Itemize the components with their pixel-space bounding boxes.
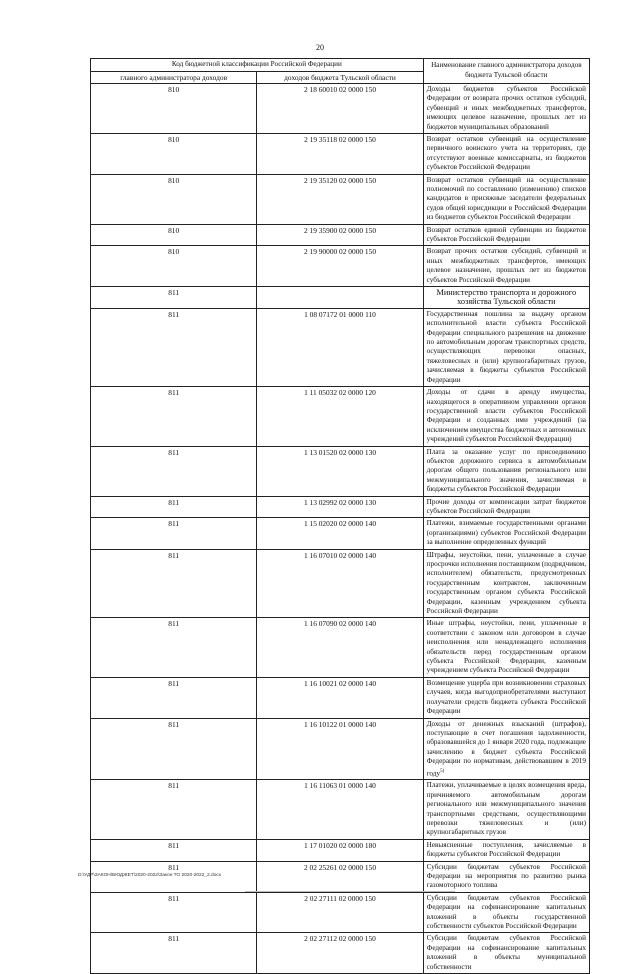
table-row — [91, 839, 590, 861]
income-name-cell — [423, 224, 589, 246]
income-code-cell: 1 17 01020 02 0000 180 — [257, 839, 423, 861]
admin-code-cell: 811 — [91, 446, 257, 496]
table-row — [91, 446, 590, 496]
table-row — [91, 677, 590, 718]
admin-code-cell: 811 — [91, 496, 257, 518]
ministry-row — [91, 287, 590, 309]
table-row — [91, 718, 590, 780]
income-code-cell: 2 02 27111 02 0000 150 — [257, 892, 423, 933]
income-code-cell — [257, 287, 423, 309]
table-row — [91, 224, 590, 246]
income-code-cell: 1 08 07172 01 0000 110 — [257, 308, 423, 386]
admin-code-cell: 811 — [91, 677, 257, 718]
income-name-text: Штрафы, неустойки, пени, уплаченные в случае просрочки исполнения поставщиком (подрядчиком, исполнителем) обязательств, предусмотренных государственным контрактом, заключенным государственным органом субъекта Российской Федерации, казенным учреждением субъекта Российской Федерации — [426, 550, 586, 616]
admin-code-cell: 811 — [91, 892, 257, 933]
income-name-cell — [423, 246, 589, 287]
income-name-text: Возврат остатков субвенций на осуществление первичного воинского учета на территориях, где отсутствуют военные комиссариаты, из бюджетов субъектов Российской Федерации — [426, 134, 586, 172]
income-name-cell — [423, 618, 589, 677]
income-name-cell — [423, 839, 589, 861]
table-header-row — [91, 59, 590, 72]
admin-code-cell: 811 — [91, 308, 257, 386]
income-code-header: доходов бюджета Тульской области — [257, 71, 423, 83]
admin-code-cell: 811 — [91, 518, 257, 549]
income-name-text: Субсидии бюджетам субъектов Российской Федерации на мероприятия по развитию рынка газомоторного топлива — [426, 862, 586, 890]
footer-file-path: D:\УДР\ЗАКОН\БЮДЖЕТ\2020-2022\Закон ТО 2020-2022_2.docx — [78, 873, 222, 878]
admin-code-cell: 810 — [91, 246, 257, 287]
name-header: Наименование главного администратора доходов бюджета Тульской области — [423, 59, 589, 84]
admin-code-cell: 811 — [91, 933, 257, 974]
income-name-cell — [423, 549, 589, 618]
income-code-cell: 1 16 07090 02 0000 140 — [257, 618, 423, 677]
income-name-cell — [423, 518, 589, 549]
income-name-cell — [423, 387, 589, 446]
income-name-cell — [423, 83, 589, 133]
income-name-text: Возврат остатков единой субвенции из бюджетов субъектов Российской Федерации — [426, 225, 586, 243]
page-number: 20 — [316, 43, 324, 52]
income-code-cell: 1 16 10021 02 0000 140 — [257, 677, 423, 718]
income-name-cell — [423, 933, 589, 974]
income-name-text: Плата за оказание услуг по присоединению объектов дорожного сервиса к автомобильным дорогам общего пользования регионального или межмуниципального значения, зачисляемая в бюджеты субъектов Российской Федерации — [426, 447, 586, 494]
income-code-cell: 1 11 05032 02 0000 120 — [257, 387, 423, 446]
income-name-text: Платежи, взимаемые государственными органами (организациями) субъектов Российской Федерации за выполнение определенных функций — [426, 519, 586, 547]
income-name-text: Субсидии бюджетам субъектов Российской Федерации на софинансирование капитальных вложений в объекты государственной собственности субъектов Российской Федерации — [426, 893, 586, 931]
income-name-cell — [423, 861, 589, 892]
income-name-cell — [423, 174, 589, 224]
income-name-cell — [423, 496, 589, 518]
table-row — [91, 518, 590, 549]
income-name-text: Министерство транспорта и дорожного хозяйства Тульской области — [436, 288, 577, 307]
income-name-text: Возмещение ущерба при возникновении страховых случаев, когда выгодоприобретателями выступают получатели средств бюджета субъекта Российской Федерации — [426, 678, 586, 716]
admin-code-cell: 811 — [91, 861, 257, 892]
admin-code-cell: 811 — [91, 718, 257, 780]
income-code-cell: 2 02 25261 02 0000 150 — [257, 861, 423, 892]
income-code-cell: 1 16 11063 01 0000 140 — [257, 780, 423, 839]
income-code-cell: 2 19 35900 02 0000 150 — [257, 224, 423, 246]
code-group-header: Код бюджетной классификации Российской Федерации — [91, 59, 424, 72]
income-code-cell: 2 02 27112 02 0000 150 — [257, 933, 423, 974]
table-row — [91, 549, 590, 618]
admin-code-cell: 811 — [91, 618, 257, 677]
admin-code-cell: 811 — [91, 839, 257, 861]
admin-code-cell: 811 — [91, 287, 257, 309]
income-name-cell — [423, 892, 589, 933]
table-row — [91, 174, 590, 224]
income-name-text: Государственная пошлина за выдачу органом исполнительной власти субъекта Российской Федерации специального разрешения на движение по автомобильным дорогам транспортных средств, осуществляющих перевозки опасных, тяжеловесных и (или) крупногабаритных грузов, зачисляемая в бюджеты субъектов Российской Федерации — [426, 309, 586, 384]
table-row — [91, 133, 590, 174]
income-name-cell — [423, 677, 589, 718]
footnote-marker: 5) — [440, 768, 445, 774]
admin-code-cell: 810 — [91, 133, 257, 174]
table-row — [91, 892, 590, 933]
income-name-cell — [423, 718, 589, 780]
table-row — [91, 246, 590, 287]
table-row — [91, 618, 590, 677]
admin-code-cell: 811 — [91, 549, 257, 618]
admin-code-cell: 810 — [91, 83, 257, 133]
table-row — [91, 308, 590, 386]
income-code-cell: 2 19 35118 02 0000 150 — [257, 133, 423, 174]
income-name-cell — [423, 780, 589, 839]
table-row — [91, 83, 590, 133]
income-name-text: Возврат остатков субвенций на осуществление полномочий по составлению (изменению) списков кандидатов в присяжные заседатели федеральных судов общей юрисдикции в Российской Федерации из бюджетов субъектов Российской Федерации — [426, 175, 586, 222]
income-name-cell — [423, 446, 589, 496]
income-name-text: Платежи, уплачиваемые в целях возмещения вреда, причиняемого автомобильным дорогам регионального или межмуниципального значения транспортными средствами, осуществляющими перевозки тяжеловесных и (или) крупногабаритных грузов — [426, 781, 586, 837]
income-name-cell — [423, 133, 589, 174]
income-code-cell: 1 15 02020 02 0000 140 — [257, 518, 423, 549]
ministry-name-cell — [423, 287, 589, 309]
admin-code-cell: 811 — [91, 780, 257, 839]
income-name-text: Субсидии бюджетам субъектов Российской Федерации на софинансирование капитальных вложений в объекты муниципальной собственности — [426, 934, 586, 971]
income-code-cell: 1 13 02992 02 0000 130 — [257, 496, 423, 518]
income-name-text: Доходы от сдачи в аренду имущества, находящегося в оперативном управлении органов государственной власти субъектов Российской Федерации и созданных ими учреждений (за исключением имущества бюджетных и автономных учреждений субъектов Российской Федерации) — [426, 388, 586, 444]
income-name-text: Прочие доходы от компенсации затрат бюджетов субъектов Российской Федерации — [426, 497, 586, 515]
income-name-text: Доходы от денежных взысканий (штрафов), поступающие в счет погашения задолженности, образовавшейся до 1 января 2020 года, подлежащие зачислению в бюджет субъекта Российской Федерации по нормативам, действовавшим в 2019 году — [426, 719, 586, 777]
income-code-cell: 1 13 01520 02 0000 130 — [257, 446, 423, 496]
scan-artifact — [245, 891, 455, 892]
admin-header: главного администратора доходов — [91, 71, 257, 83]
admin-code-cell: 811 — [91, 387, 257, 446]
table-row — [91, 933, 590, 974]
budget-table — [90, 58, 590, 974]
income-name-text: Возврат прочих остатков субсидий, субвенций и иных межбюджетных трансфертов, имеющих целевое назначение, прошлых лет из бюджетов субъектов Российской Федерации — [426, 247, 586, 284]
income-code-cell: 1 16 07010 02 0000 140 — [257, 549, 423, 618]
income-code-cell: 2 19 90000 02 0000 150 — [257, 246, 423, 287]
income-code-cell: 2 19 35120 02 0000 150 — [257, 174, 423, 224]
income-name-text: Невыясненные поступления, зачисляемые в бюджеты субъектов Российской Федерации — [426, 840, 586, 859]
table-row — [91, 780, 590, 839]
income-name-text: Иные штрафы, неустойки, пени, уплаченные в соответствии с законом или договором в случае неисполнения или ненадлежащего исполнения обязательств перед государственным органом субъекта Российской Федерации, казенным учреждением субъекта Российской Федерации — [426, 619, 586, 675]
table-body — [91, 83, 590, 973]
income-name-text: Доходы бюджетов субъектов Российской Федерации от возврата прочих остатков субсидий, субвенций и иных межбюджетных трансфертов, имеющих целевое назначение, прошлых лет из бюджетов муниципальных образований — [426, 84, 586, 131]
table-row — [91, 387, 590, 446]
table-row — [91, 496, 590, 518]
income-name-cell — [423, 308, 589, 386]
admin-code-cell: 810 — [91, 224, 257, 246]
admin-code-cell: 810 — [91, 174, 257, 224]
income-code-cell: 1 16 10122 01 0000 140 — [257, 718, 423, 780]
income-code-cell: 2 18 60010 02 0000 150 — [257, 83, 423, 133]
